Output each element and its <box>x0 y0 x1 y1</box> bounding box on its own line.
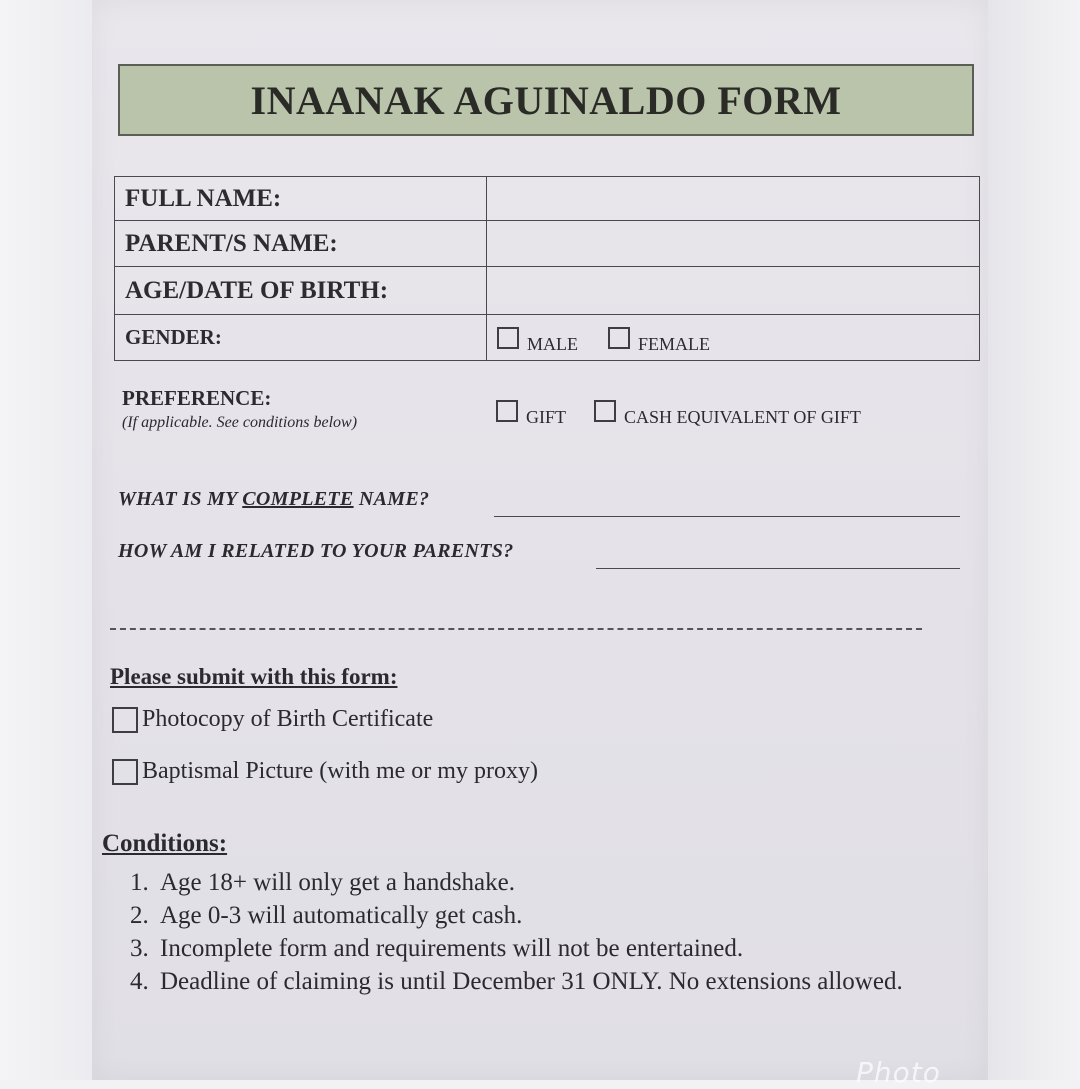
baptismal-picture-label: Baptismal Picture (with me or my proxy) <box>142 758 538 784</box>
age-dob-label: AGE/DATE OF BIRTH: <box>115 267 487 315</box>
table-row-full-name <box>115 177 980 221</box>
right-margin <box>988 0 1080 1080</box>
submit-requirements-title: Please submit with this form: <box>110 664 398 689</box>
list-item <box>130 866 930 899</box>
full-name-label: FULL NAME: <box>115 177 487 221</box>
gender-label: GENDER: <box>115 315 487 361</box>
question-1-emphasis: COMPLETE <box>242 488 354 510</box>
cut-line-divider <box>110 628 922 630</box>
question-relation: HOW AM I RELATED TO YOUR PARENTS? <box>118 540 514 562</box>
watermark: Photo <box>856 1056 941 1089</box>
condition-text: Age 0-3 will automatically get cash. <box>160 902 523 929</box>
gender-options-cell <box>487 315 980 361</box>
male-checkbox[interactable] <box>497 327 519 349</box>
gift-checkbox[interactable] <box>496 400 518 422</box>
age-dob-field[interactable] <box>487 267 980 315</box>
table-row-parents-name <box>115 221 980 267</box>
list-item <box>130 932 930 965</box>
cash-label: CASH EQUIVALENT OF GIFT <box>624 407 861 427</box>
question-complete-name <box>118 488 429 511</box>
preference-option-cash[interactable] <box>594 400 861 427</box>
gift-label: GIFT <box>526 407 566 427</box>
condition-text: Age 18+ will only get a handshake. <box>160 869 515 896</box>
conditions-list <box>130 866 930 998</box>
preference-option-gift[interactable] <box>496 400 566 427</box>
preference-block <box>122 386 357 432</box>
list-item <box>130 965 930 998</box>
conditions-title: Conditions: <box>102 830 228 857</box>
parents-name-label: PARENT/S NAME: <box>115 221 487 267</box>
table-row-gender <box>115 315 980 361</box>
condition-text: Deadline of claiming is until December 31 ONLY. No extensions allowed. <box>160 968 903 995</box>
condition-text: Incomplete form and requirements will not be entertained. <box>160 935 744 962</box>
preference-note: (If applicable. See conditions below) <box>122 414 358 431</box>
condition-number: 4. <box>130 968 149 995</box>
condition-number: 1. <box>130 869 149 896</box>
gender-option-male[interactable] <box>497 327 578 354</box>
answer-line-relation[interactable] <box>596 568 960 569</box>
preference-title: PREFERENCE: <box>122 386 272 410</box>
preference-options <box>496 400 889 427</box>
submit-item-birth-certificate[interactable] <box>112 706 433 733</box>
female-label: FEMALE <box>638 333 710 354</box>
gender-option-female[interactable] <box>608 327 710 354</box>
submit-item-baptismal-picture[interactable] <box>112 758 538 785</box>
info-table <box>114 176 980 361</box>
left-margin <box>0 0 92 1080</box>
female-checkbox[interactable] <box>608 327 630 349</box>
cash-checkbox[interactable] <box>594 400 616 422</box>
baptismal-picture-checkbox[interactable] <box>112 759 138 785</box>
birth-certificate-checkbox[interactable] <box>112 707 138 733</box>
form-title-bar <box>118 64 974 136</box>
male-label: MALE <box>527 333 578 354</box>
birth-certificate-label: Photocopy of Birth Certificate <box>142 706 434 732</box>
question-1-pre: WHAT IS MY <box>118 488 243 510</box>
answer-line-complete-name[interactable] <box>494 516 960 517</box>
question-1-post: NAME? <box>353 488 430 510</box>
full-name-field[interactable] <box>487 177 980 221</box>
form-title: INAANAK AGUINALDO FORM <box>250 77 842 123</box>
table-row-age-dob <box>115 267 980 315</box>
parents-name-field[interactable] <box>487 221 980 267</box>
condition-number: 3. <box>130 935 149 962</box>
list-item <box>130 899 930 932</box>
condition-number: 2. <box>130 902 149 929</box>
